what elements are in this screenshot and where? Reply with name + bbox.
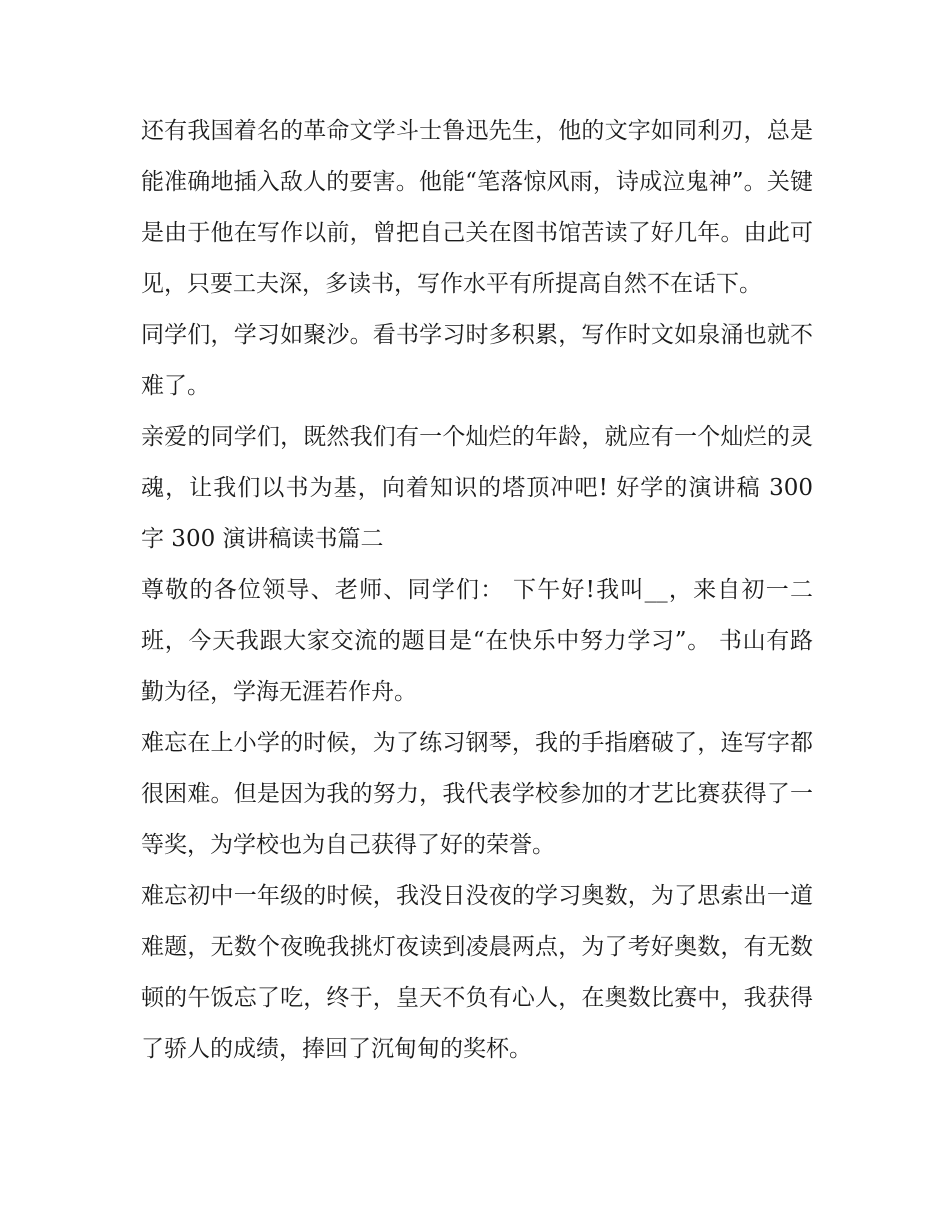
document-body bbox=[141, 106, 813, 1075]
paragraph-primary-school: 难忘在上小学的时候，为了练习钢琴，我的手指磨破了，连写字都很困难。但是因为我的努力，我代表学校参加的才艺比赛获得了一等奖，为学校也为自己获得了好的荣誉。 bbox=[141, 730, 813, 858]
paragraph-classmates: 同学们，学习如聚沙。看书学习时多积累，写作时文如泉涌也就不难了。 bbox=[141, 322, 813, 399]
paragraph-junior-high: 难忘初中一年级的时候，我没日没夜的学习奥数，为了思索出一道难题，无数个夜晚我挑灯夜读到凌晨两点，为了考好奥数，有无数顿的午饭忘了吃，终于，皇天不负有心人，在奥数比赛中，我获得了骄人的成绩，捧回了沉甸甸的奖杯。 bbox=[141, 883, 813, 1062]
paragraph-lu-xun: 还有我国着名的革命文学斗士鲁迅先生，他的文字如同利刃，总是能准确地插入敌人的要害。他能“笔落惊风雨，诗成泣鬼神”。关键是由于他在写作以前，曾把自己关在图书馆苦读了好几年。由此可见，只要工夫深，多读书，写作水平有所提高自然不在话下。 bbox=[141, 118, 813, 297]
paragraph-greeting: 尊敬的各位领导、老师、同学们： 下午好!我叫__，来自初一二班，今天我跟大家交流的题目是“在快乐中努力学习”。 书山有路勤为径，学海无涯若作舟。 bbox=[141, 577, 813, 705]
paragraph-dear-classmates: 亲爱的同学们，既然我们有一个灿烂的年龄，就应有一个灿烂的灵魂，让我们以书为基，向着知识的塔顶冲吧! 好学的演讲稿 300 字 300 演讲稿读书篇二 bbox=[141, 424, 813, 552]
